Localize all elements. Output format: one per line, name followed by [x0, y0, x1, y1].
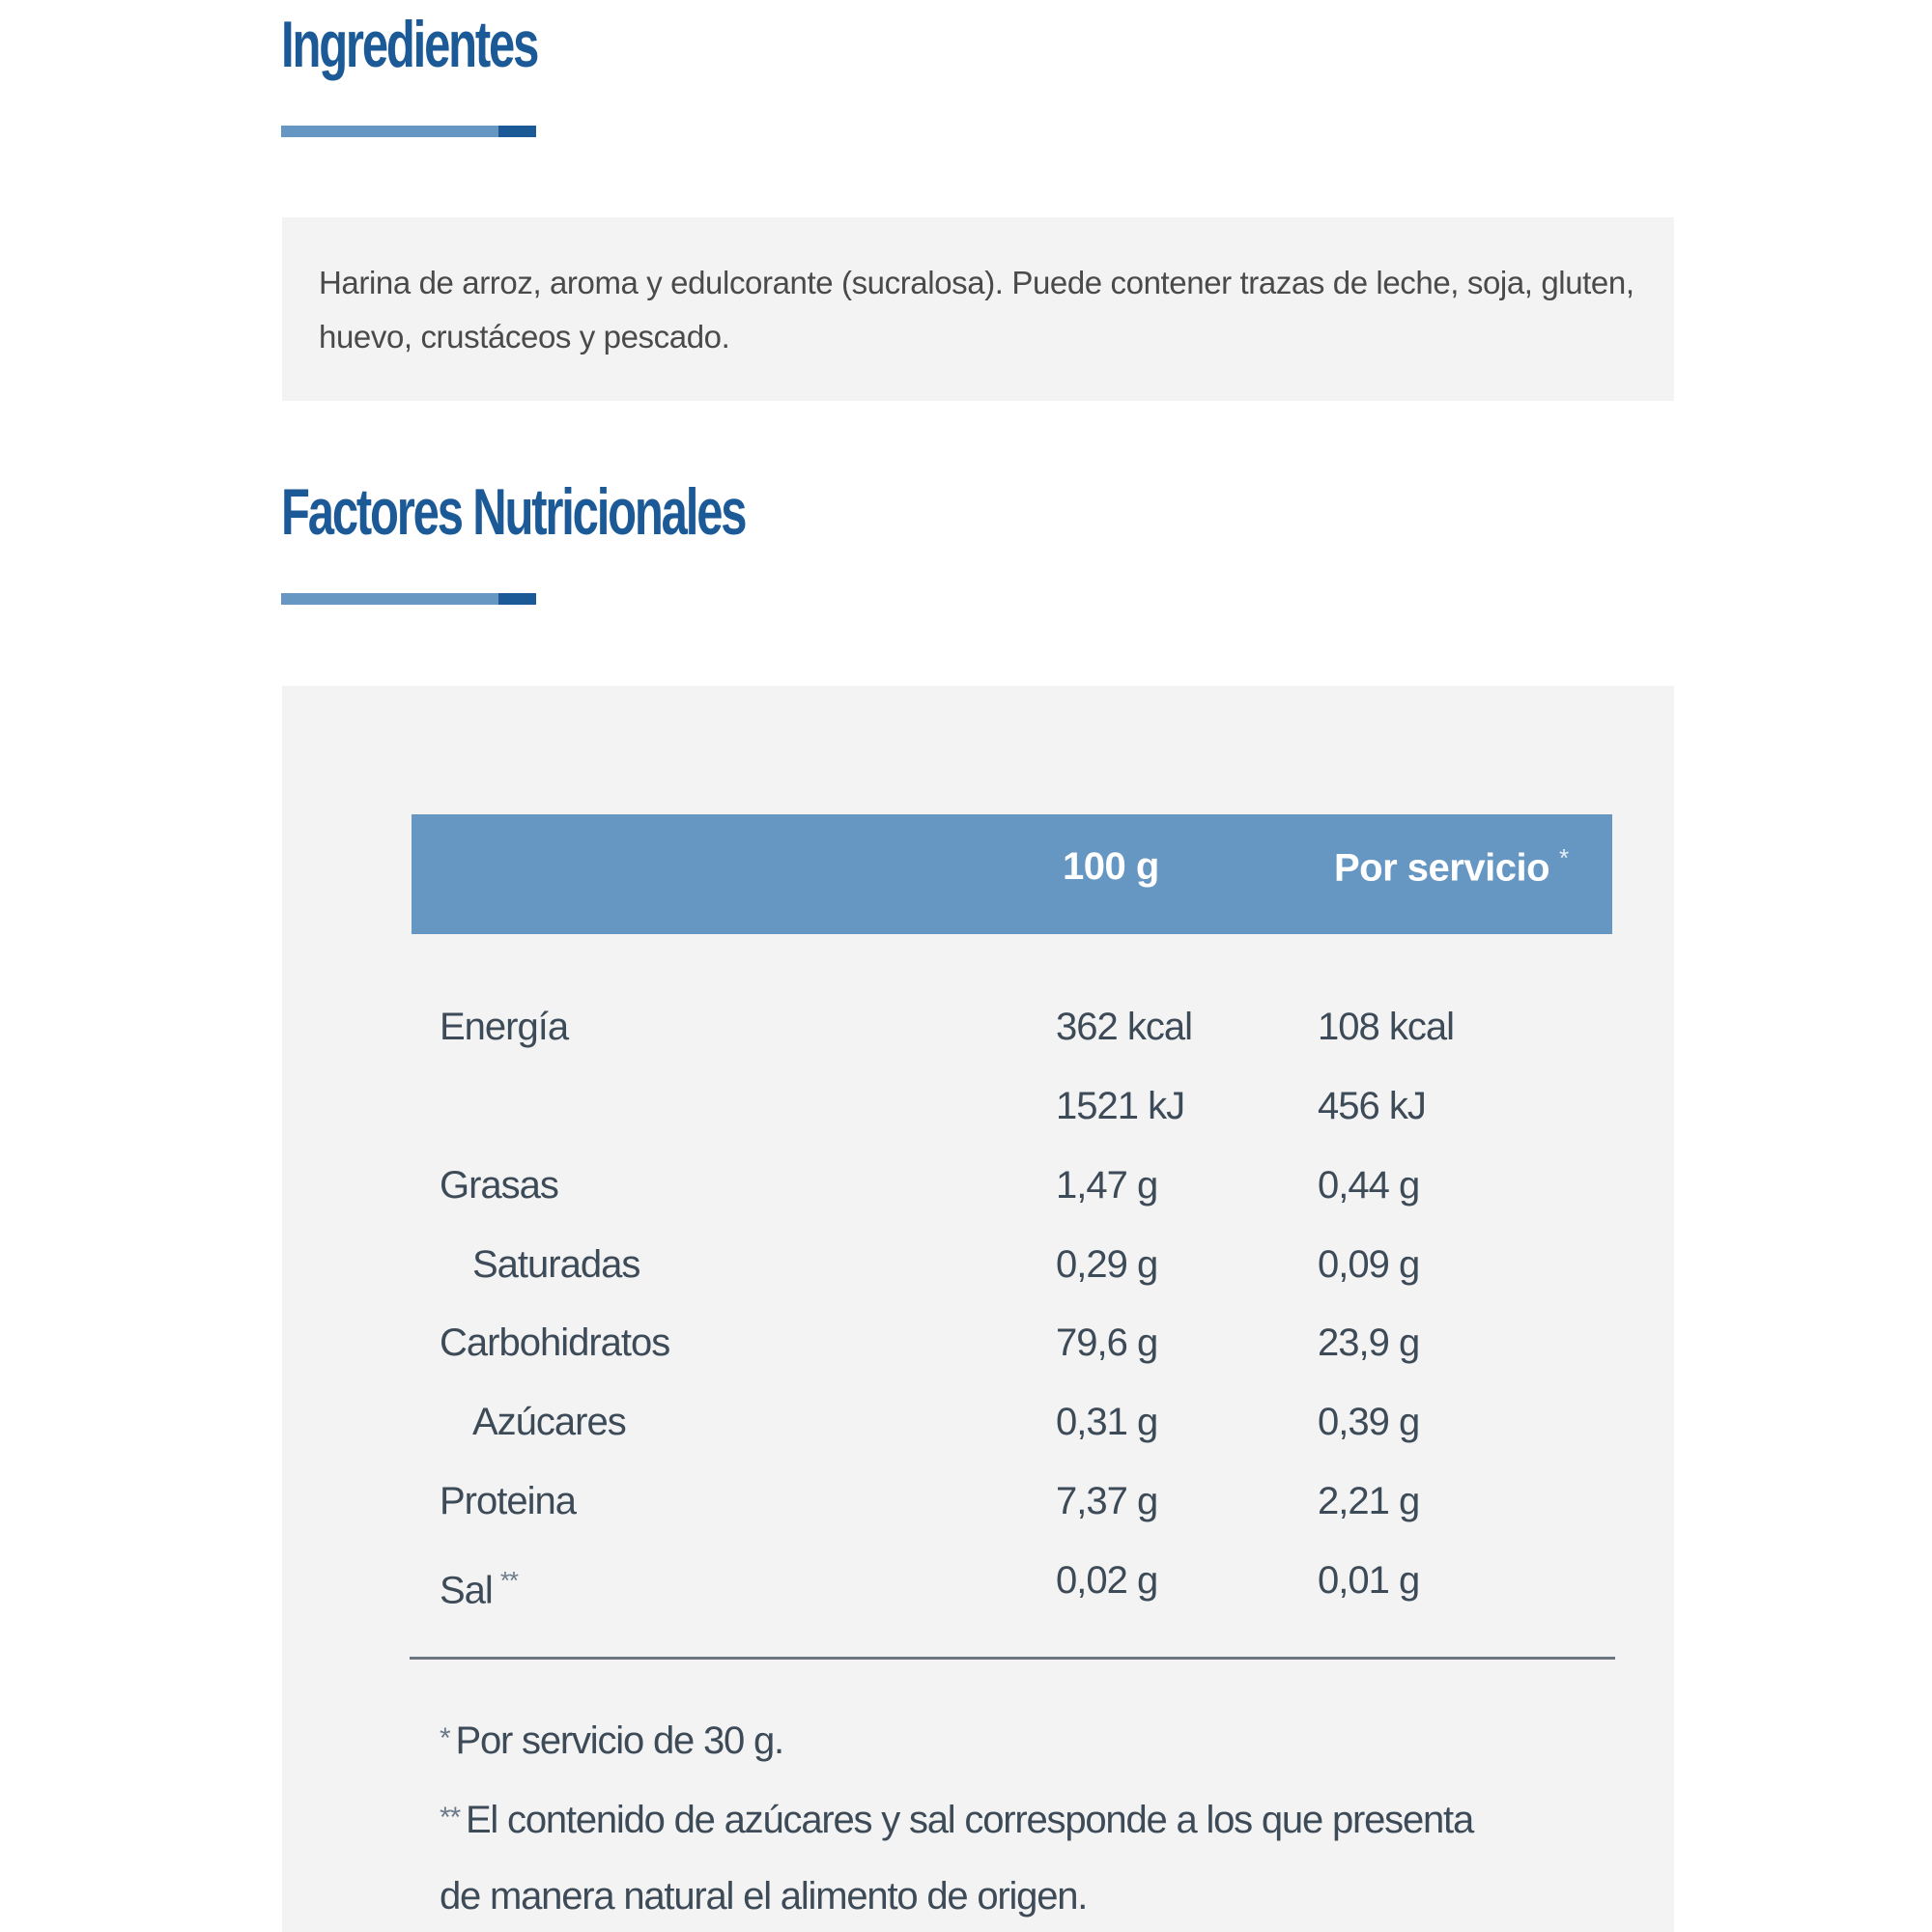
double-asterisk-marker: **: [499, 1566, 519, 1595]
value-per-100g: 7,37 g: [1056, 1480, 1158, 1522]
value-per-serving: 0,39 g: [1318, 1401, 1420, 1443]
value-per-serving: 0,09 g: [1318, 1243, 1420, 1286]
nutrition-heading-underline: [281, 593, 536, 605]
value-per-100g: 362 kcal: [1056, 1006, 1192, 1048]
footnote-serving-size: [440, 1710, 783, 1770]
ingredients-heading: Ingredientes: [281, 8, 538, 81]
row-label: [440, 1551, 518, 1619]
value-per-100g: 1,47 g: [1056, 1164, 1158, 1207]
column-header-100g: 100 g: [1063, 845, 1159, 888]
asterisk-marker: *: [440, 1722, 450, 1754]
table-row-energy-kj: [412, 1077, 1612, 1135]
row-label: Energía: [440, 1006, 569, 1048]
double-asterisk-marker: **: [440, 1802, 460, 1833]
row-label: Proteina: [440, 1480, 576, 1522]
table-row-saturated-fat: [412, 1236, 1612, 1293]
value-per-serving: 0,01 g: [1318, 1559, 1420, 1602]
nutrition-panel: [282, 686, 1674, 1932]
value-per-serving: 23,9 g: [1318, 1321, 1420, 1364]
footnote-text: Por servicio de 30 g.: [455, 1719, 783, 1762]
row-label: Azúcares: [472, 1401, 626, 1443]
row-label: Saturadas: [472, 1243, 640, 1286]
ingredients-heading-underline: [281, 126, 536, 137]
footnote-text: de manera natural el alimento de origen.: [440, 1875, 1088, 1918]
underline-light-segment: [281, 126, 498, 137]
table-row-energy-kcal: [412, 998, 1612, 1056]
value-per-serving: 2,21 g: [1318, 1480, 1420, 1522]
table-row-protein: [412, 1472, 1612, 1530]
row-label: Carbohidratos: [440, 1321, 670, 1364]
underline-dark-segment: [498, 593, 536, 605]
value-per-100g: 0,29 g: [1056, 1243, 1158, 1286]
row-label-text: Sal: [440, 1569, 493, 1612]
asterisk-marker: *: [1559, 843, 1569, 872]
column-header-per-serving-label: Por servicio: [1334, 846, 1550, 890]
nutrition-heading: Factores Nutricionales: [281, 475, 746, 549]
table-row-fat: [412, 1156, 1612, 1214]
column-header-per-serving: [1334, 843, 1569, 891]
value-per-100g: 1521 kJ: [1056, 1085, 1185, 1127]
row-label: Grasas: [440, 1164, 558, 1207]
value-per-serving: 0,44 g: [1318, 1164, 1420, 1207]
value-per-serving: 108 kcal: [1318, 1006, 1454, 1048]
underline-dark-segment: [498, 126, 536, 137]
table-row-salt: [412, 1551, 1612, 1612]
table-row-carbohydrates: [412, 1314, 1612, 1372]
footnote-sugars-salt-continued: [440, 1867, 1087, 1925]
ingredients-panel: [282, 217, 1674, 401]
footnote-sugars-salt: [440, 1789, 1473, 1849]
value-per-100g: 79,6 g: [1056, 1321, 1158, 1364]
nutrition-table-header: [412, 814, 1612, 934]
value-per-serving: 456 kJ: [1318, 1085, 1426, 1127]
table-divider: [410, 1657, 1615, 1660]
footnote-text: El contenido de azúcares y sal corresponde a los que presenta: [465, 1799, 1474, 1841]
value-per-100g: 0,02 g: [1056, 1559, 1158, 1602]
value-per-100g: 0,31 g: [1056, 1401, 1158, 1443]
underline-light-segment: [281, 593, 498, 605]
table-row-sugars: [412, 1393, 1612, 1451]
ingredients-text: Harina de arroz, aroma y edulcorante (sucralosa). Puede contener trazas de leche, soja, gluten, huevo, crustáceos y pescado.: [319, 265, 1634, 355]
